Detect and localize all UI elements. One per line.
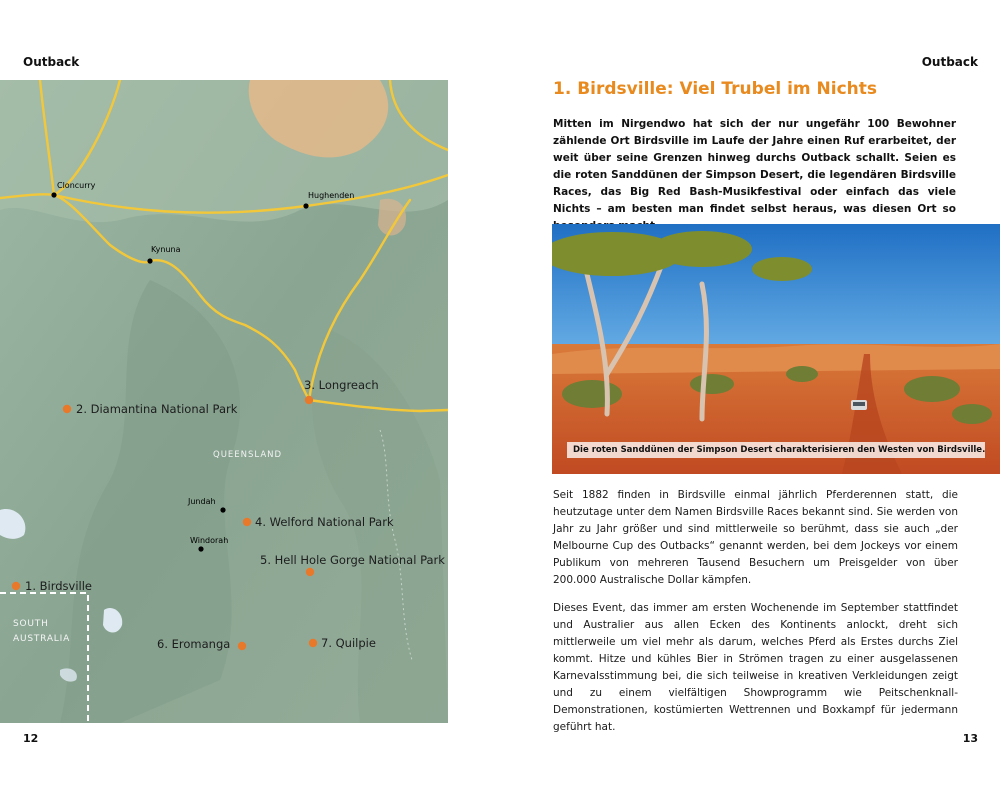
marker-dot-longreach <box>305 396 313 404</box>
photo-car-window <box>853 402 865 406</box>
town-dot-kynuna <box>147 258 152 263</box>
chapter-heading: 1. Birdsville: Viel Trubel im Nichts <box>553 79 878 99</box>
photo-shrub <box>562 380 622 408</box>
photo-shrub <box>952 404 992 424</box>
town-dot-hughenden <box>303 203 308 208</box>
photo-shrub <box>690 374 734 394</box>
running-head-left: Outback <box>23 55 80 69</box>
photo-tree-canopy <box>652 231 752 267</box>
photo-shrub <box>904 376 960 402</box>
body-paragraph-1: Seit 1882 finden in Birdsville einmal jährlich Pferderennen statt, die heutzutage unter dem Namen Birdsville Races bekannt sind. Sie werden von Jahr zu Jahr größer und sind mittlerweile so berühmt, dass sie auch „der Melbourne Cup des Outbacks“ genannt werden, bei dem Jockeys vor einem Publikum von mehreren Tausend Besuchern um Preisgelder von über 200.000 Australische Dollar kämpfen. <box>553 489 958 586</box>
marker-label-welford: 4. Welford National Park <box>255 515 394 529</box>
place-label-cloncurry: Cloncurry <box>57 181 96 190</box>
photo-shrub <box>786 366 818 382</box>
region-label-queensland: QUEENSLAND <box>213 450 283 460</box>
marker-dot-hell-hole <box>306 568 314 576</box>
page-number-right: 13 <box>962 732 978 745</box>
marker-dot-diamantina <box>63 405 71 413</box>
photo-caption: Die roten Sanddünen der Simpson Desert charakterisieren den Westen von Birdsville. <box>567 442 985 458</box>
photo-tree-canopy <box>752 257 812 281</box>
marker-label-diamantina: 2. Diamantina National Park <box>76 402 238 416</box>
lead-paragraph: Mitten im Nirgendwo hat sich der nur ungefähr 100 Bewohner zählende Ort Birdsville im Laufe der Jahre einen Ruf erarbeitet, der weit über seine Grenzen hinweg durchs Outback schallt. Seien es die roten Sanddünen der Simpson Desert, die legendären Birdsville Races, das Big Red Bash-Musikfestival oder einfach das viele Nichts – am besten man findet selbst heraus, was diesen Ort so <box>553 118 956 215</box>
town-dot-cloncurry <box>51 192 56 197</box>
region-label-south-australia <box>13 617 70 647</box>
page-number-left: 12 <box>23 732 39 745</box>
marker-dot-welford <box>243 518 251 526</box>
marker-label-longreach: 3. Longreach <box>304 378 379 392</box>
marker-dot-quilpie <box>309 639 317 647</box>
sa-line-2: AUSTRALIA <box>13 634 71 644</box>
place-label-hughenden: Hughenden <box>308 191 355 200</box>
marker-dot-eromanga <box>238 642 246 650</box>
town-dot-windorah <box>198 546 203 551</box>
marker-label-quilpie: 7. Quilpie <box>321 636 376 650</box>
marker-dot-birdsville <box>12 582 20 590</box>
marker-label-birdsville: 1. Birdsville <box>25 579 92 593</box>
town-dot-jundah <box>220 507 225 512</box>
photo-illustration <box>552 224 1000 474</box>
place-label-kynuna: Kynuna <box>151 245 181 254</box>
place-label-windorah: Windorah <box>190 536 229 545</box>
body-paragraph-2: Dieses Event, das immer am ersten Wochenende im September stattfindet und Australier aus allen Ecken des Kontinents anlockt, dreht sich mittlerweile um viel mehr als darum, welches Pferd als Erstes durchs Ziel kommt. Hitze und kühles Bier in Strömen tragen zu einer ausgelassenen Karnevalsstimmung bei, die sich teilweise in kreativen Verkleidungen zeigt und zu einem vielfältigen Showprogramm wie Peitschenknall-Demonstrationen, kostümierten Wettrennen und Boxkampf für jedermann geführt hat. <box>553 602 958 733</box>
place-label-jundah: Jundah <box>188 497 216 506</box>
marker-label-hell-hole: 5. Hell Hole Gorge National Park <box>260 553 445 567</box>
photo-dune-ridge <box>552 344 1000 374</box>
sa-line-1: SOUTH <box>13 619 49 629</box>
desert-photo <box>552 224 1000 474</box>
running-head-right: Outback <box>921 55 978 69</box>
marker-label-eromanga: 6. Eromanga <box>157 637 231 651</box>
